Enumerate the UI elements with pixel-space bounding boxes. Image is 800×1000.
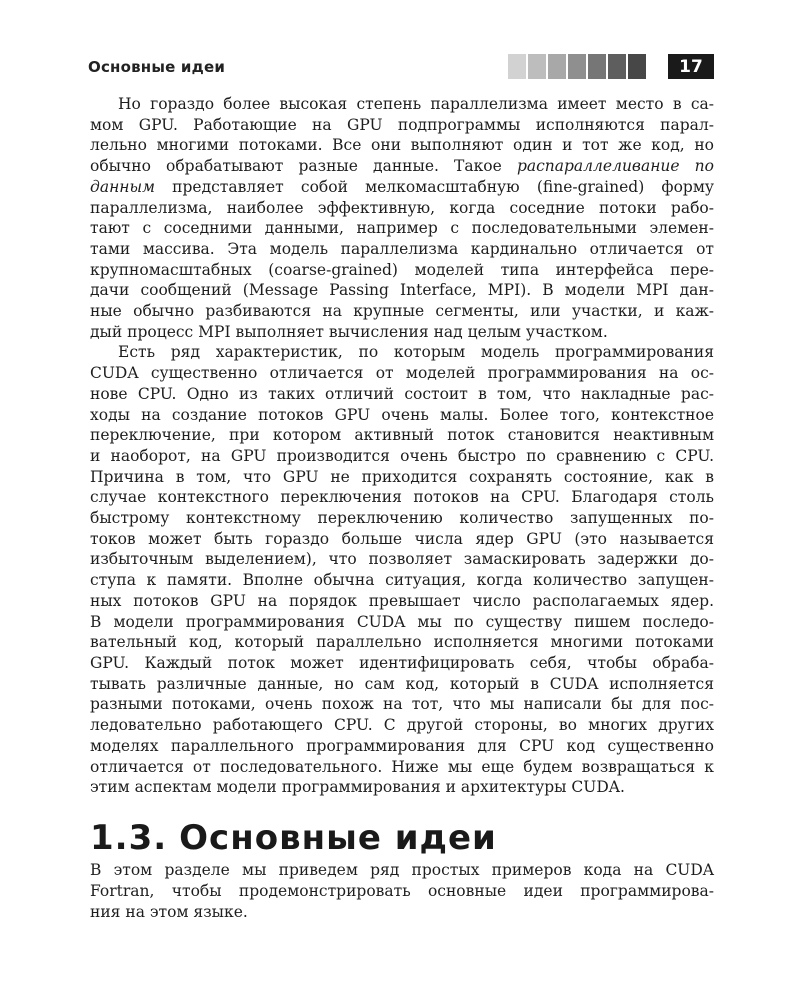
text-line: В этом разделе мы приведем ряд простых примеров кода на CUDA (90, 861, 714, 879)
text-line: Причина в том, что GPU не приходится сохранять состояние, как в (90, 467, 714, 486)
text-line: ния на этом языке. (90, 903, 248, 921)
text-line: тают с соседними данными, например с последовательными элемен- (90, 219, 714, 238)
text-line: лельно многими потоками. Все они выполняют один и тот же код, но (90, 136, 714, 155)
body-text (90, 94, 714, 798)
text-line: крупномасштабных (coarse-grained) моделей типа интерфейса пере- (90, 260, 714, 279)
text-line: и наоборот, на GPU производится очень быстро по сравнению с CPU. (90, 446, 714, 465)
text-line: параллелизма, наиболее эффективную, когда соседние потоки рабо- (90, 198, 714, 217)
text-line: тами массива. Эта модель параллелизма кардинально отличается от (90, 239, 714, 258)
text-line: ных потоков GPU на порядок превышает число располагаемых ядер. (90, 591, 714, 610)
text-line: CUDA существенно отличается от моделей программирования на ос- (90, 364, 714, 383)
text-line: В модели программирования CUDA мы по существу пишем последо- (90, 612, 714, 631)
emphasis: распараллеливание по (516, 157, 714, 176)
page-number: 17 (668, 54, 714, 79)
text-line: нове CPU. Одно из таких отличий состоит в том, что накладные рас- (90, 384, 714, 403)
text-line: токов может быть гораздо больше числа ядер GPU (это называется (90, 529, 714, 548)
text-line: ходы на создание потоков GPU очень малы. Более того, контекстное (90, 405, 714, 424)
text-line: этим аспектам модели программирования и архитектуры CUDA. (90, 778, 625, 797)
text-line: обычно обрабатывают разные данные. Такое распараллеливание по (90, 157, 714, 176)
text-line: разными потоками, очень похож на тот, что мы написали бы для пос- (90, 695, 714, 714)
header-bar-segment (508, 54, 526, 79)
header-bar-segment (548, 54, 566, 79)
running-head-title: Основные идеи (88, 58, 226, 76)
text-line: Есть ряд характеристик, по которым модель программирования (118, 343, 714, 362)
text-line: моделях параллельного программирования для CPU код существенно (90, 736, 714, 755)
emphasis: данным (90, 177, 155, 196)
text-line: ледовательно работающего CPU. С другой стороны, во многих других (90, 716, 714, 735)
section-heading (90, 818, 509, 858)
section-paragraph (90, 860, 714, 923)
text-line: Fortran, чтобы продемонстрировать основные идеи программирова- (90, 882, 714, 900)
section-title: Основные идеи (179, 818, 497, 858)
text-line: вательный код, который параллельно исполняется многими потоками (90, 633, 714, 652)
text-line: данным представляет собой мелкомасштабную (fine-grained) форму (90, 177, 714, 196)
header-bar-segment (528, 54, 546, 79)
text-line: дачи сообщений (Message Passing Interface, MPI). В модели MPI дан- (90, 281, 714, 300)
text-line: случае контекстного переключения потоков на CPU. Благодаря столь (90, 488, 714, 507)
text-line: дый процесс MPI выполняет вычисления над целым участком. (90, 322, 608, 341)
paragraph (90, 94, 714, 342)
header-bar-segment (588, 54, 606, 79)
text-line: переключение, при котором активный поток становится неактивным (90, 426, 714, 445)
header-bar-segment (568, 54, 586, 79)
text-line: избыточным выделением), что позволяет замаскировать задержки до- (90, 550, 714, 569)
section-number: 1.3. (90, 818, 168, 858)
header-bar-segment (608, 54, 626, 79)
text-line: тывать различные данные, но сам код, который в CUDA исполняется (90, 674, 714, 693)
text-line: быстрому контекстному переключению количество запущенных по- (90, 509, 714, 528)
text-line: мом GPU. Работающие на GPU подпрограммы исполняются парал- (90, 115, 714, 134)
text-line: ные обычно разбиваются на крупные сегменты, или участки, и каж- (90, 302, 714, 321)
text-line: GPU. Каждый поток может идентифицировать себя, чтобы обраба- (90, 653, 714, 672)
text-line: ступа к памяти. Вполне обычна ситуация, когда количество запущен- (90, 571, 714, 590)
paragraph (90, 342, 714, 797)
header-bar-segment (628, 54, 646, 79)
text-line: Но гораздо более высокая степень параллелизма имеет место в са- (118, 95, 714, 113)
text-line: отличается от последовательного. Ниже мы еще будем возвращаться к (90, 757, 714, 776)
